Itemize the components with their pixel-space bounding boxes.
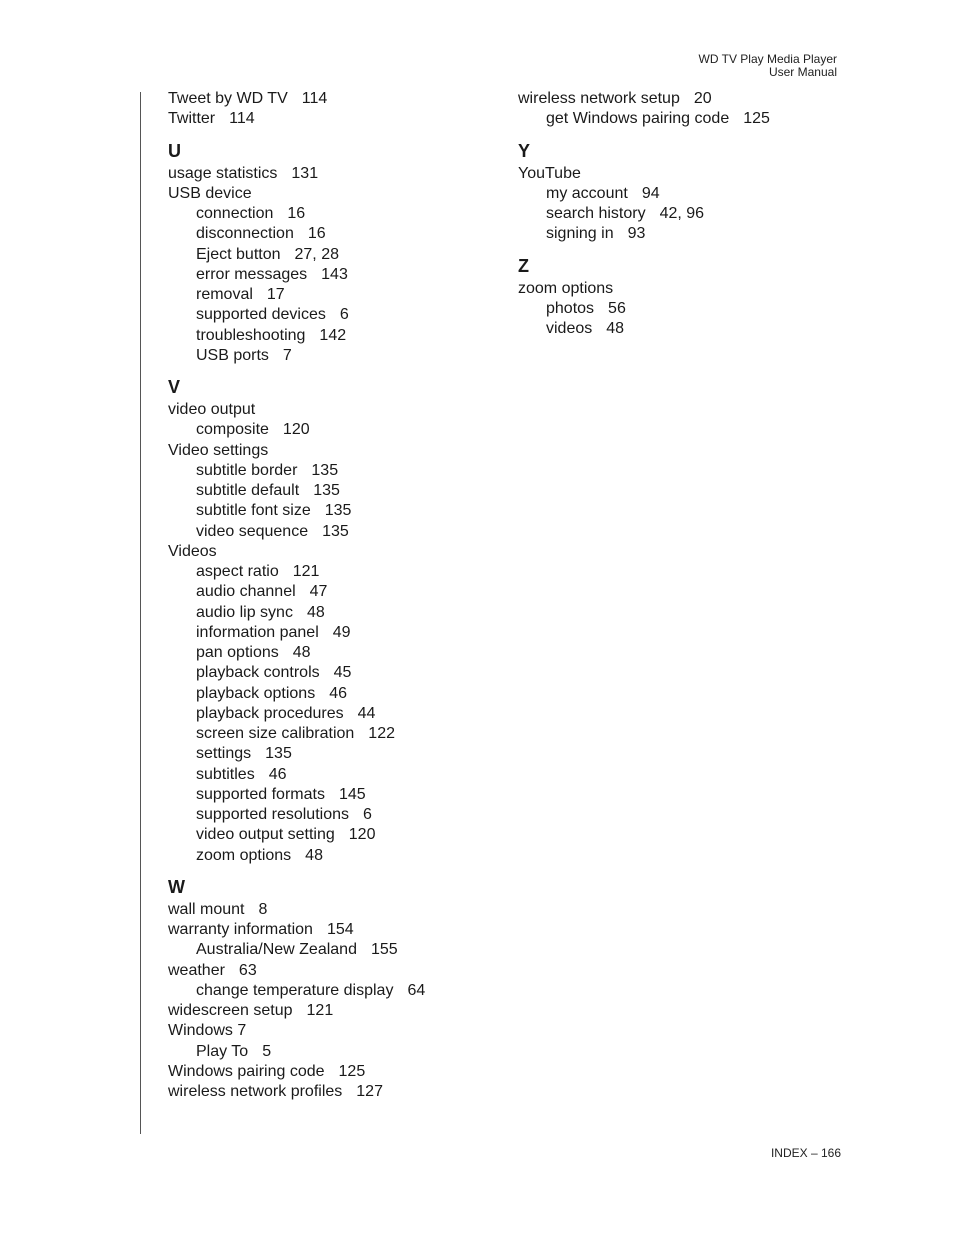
- index-subentry: [168, 663, 425, 683]
- index-subentry: [168, 623, 425, 643]
- index-page-ref: 154: [326, 921, 354, 938]
- index-page-ref: 64: [407, 981, 426, 999]
- index-term: supported formats: [196, 785, 325, 803]
- index-term: widescreen setup: [168, 1002, 293, 1019]
- index-section-letter: V: [168, 377, 181, 397]
- index-page-ref: 48: [306, 603, 325, 621]
- index-section-letter: Z: [518, 255, 529, 276]
- index-section-letter: Y: [518, 140, 531, 161]
- index-entry: [168, 920, 425, 940]
- index-entry: [168, 542, 425, 562]
- index-entry: [168, 184, 425, 204]
- index-subentry: [168, 522, 425, 542]
- index-term: playback procedures: [196, 704, 344, 722]
- index-page-ref: 47: [309, 583, 328, 601]
- index-term: warranty information: [168, 921, 313, 938]
- index-subentry: [168, 582, 425, 602]
- index-page-ref: 93: [627, 225, 646, 243]
- index-page-ref: 121: [306, 1002, 334, 1019]
- index-term: Twitter: [168, 110, 216, 128]
- index-page-ref: 56: [608, 299, 626, 317]
- index-term: videos: [546, 320, 593, 337]
- index-term: YouTube: [518, 164, 581, 182]
- index-page-ref: 63: [238, 961, 257, 979]
- index-page-ref: 143: [321, 265, 348, 283]
- index-entry: [168, 1001, 425, 1021]
- index-term: audio lip sync: [196, 603, 293, 621]
- index-term: video sequence: [196, 522, 309, 540]
- index-entry: [168, 400, 425, 420]
- index-page-ref: 125: [338, 1062, 366, 1080]
- index-term: composite: [196, 421, 269, 439]
- index-term: Eject button: [196, 245, 281, 263]
- index-page-ref: 45: [333, 664, 352, 682]
- index-term: disconnection: [196, 225, 294, 243]
- index-subentry: [168, 981, 425, 1001]
- page-header: [699, 53, 838, 79]
- index-page-ref: 48: [305, 846, 323, 864]
- index-term: screen size calibration: [196, 725, 355, 742]
- index-term: zoom options: [518, 279, 614, 297]
- index-term: playback options: [196, 684, 316, 702]
- index-section-letter: U: [168, 140, 181, 161]
- index-term: connection: [196, 205, 274, 222]
- index-page-ref: 46: [268, 765, 287, 783]
- index-subentry: [168, 562, 425, 582]
- index-page-ref: 46: [329, 684, 347, 702]
- index-term: Windows 7: [168, 1022, 247, 1040]
- index-subentry: [168, 326, 425, 346]
- index-page-ref: 8: [258, 900, 268, 918]
- index-page-ref: 135: [313, 482, 340, 499]
- index-subentry: [168, 704, 425, 724]
- index-page-ref: 94: [641, 184, 660, 202]
- index-term: wireless network setup: [518, 90, 680, 107]
- index-subentry: [168, 744, 425, 764]
- index-subentry: [168, 481, 425, 501]
- index-subentry: [168, 204, 425, 224]
- index-entry: [168, 1021, 425, 1041]
- index-page-ref: 125: [743, 110, 770, 128]
- index-page-ref: 145: [338, 785, 366, 803]
- index-subentry: [168, 265, 425, 285]
- index-page-ref: 114: [229, 110, 255, 128]
- index-term: supported devices: [196, 306, 326, 324]
- index-page-ref: 142: [319, 326, 347, 344]
- index-term: change temperature display: [196, 981, 394, 999]
- index-subentry: [168, 1042, 425, 1062]
- index-entry: [168, 1062, 425, 1082]
- index-page-ref: 131: [291, 164, 319, 182]
- index-subentry: [168, 501, 425, 521]
- index-term: playback controls: [196, 664, 320, 682]
- index-page-ref: 44: [357, 704, 376, 722]
- index-subentry: [168, 245, 425, 265]
- index-page-ref: 16: [287, 205, 306, 222]
- index-term: supported resolutions: [196, 806, 349, 823]
- index-subentry: [168, 305, 425, 325]
- index-entry: [518, 89, 770, 109]
- index-page-ref: 135: [324, 502, 352, 520]
- index-page-ref: 114: [301, 90, 328, 107]
- index-page-ref: 120: [282, 421, 310, 439]
- header-doc-type: User Manual: [768, 65, 837, 79]
- index-subentry: [518, 204, 770, 224]
- index-term: subtitle font size: [196, 502, 311, 520]
- index-page-ref: 16: [307, 225, 326, 243]
- index-term: USB ports: [196, 346, 269, 364]
- index-subentry: [168, 461, 425, 481]
- index-page-ref: 7: [282, 346, 292, 364]
- index-term: signing in: [546, 225, 614, 243]
- index-term: wall mount: [168, 900, 245, 918]
- index-term: Windows pairing code: [168, 1062, 325, 1080]
- index-term: Play To: [196, 1042, 249, 1060]
- index-subentry: [518, 184, 770, 204]
- index-term: subtitle default: [196, 482, 300, 499]
- index-section-letter: W: [168, 876, 185, 897]
- index-column-right: [518, 89, 770, 339]
- index-term: zoom options: [196, 846, 292, 864]
- index-subentry: [168, 603, 425, 623]
- index-subentry: [168, 825, 425, 845]
- index-term: subtitle border: [196, 461, 298, 479]
- index-term: photos: [546, 299, 595, 317]
- index-page-ref: 27, 28: [294, 245, 339, 263]
- index-subentry: [168, 724, 425, 744]
- index-page-ref: 135: [322, 522, 349, 540]
- index-page-ref: 121: [292, 563, 320, 580]
- index-subentry: [168, 224, 425, 244]
- column-divider-line: [140, 92, 141, 1134]
- index-term: Video settings: [168, 441, 269, 459]
- index-page-ref: 127: [356, 1083, 383, 1100]
- index-entry: [168, 164, 425, 184]
- index-column-left: [168, 89, 425, 1102]
- index-term: error messages: [196, 265, 308, 283]
- index-entry: [168, 441, 425, 461]
- index-entry: [518, 279, 770, 299]
- index-page-ref: 135: [311, 461, 339, 479]
- index-term: usage statistics: [168, 164, 278, 182]
- index-subentry: [168, 684, 425, 704]
- index-term: wireless network profiles: [168, 1083, 343, 1100]
- index-term: aspect ratio: [196, 563, 279, 580]
- index-term: troubleshooting: [196, 326, 306, 344]
- index-term: USB device: [168, 184, 252, 202]
- page-number: INDEX – 166: [770, 1146, 841, 1160]
- index-term: Australia/New Zealand: [196, 941, 357, 959]
- index-term: video output: [168, 401, 256, 418]
- index-term: removal: [196, 286, 253, 303]
- index-entry: [168, 900, 425, 920]
- index-term: search history: [546, 205, 646, 222]
- index-term: audio channel: [196, 583, 296, 601]
- index-subentry: [518, 319, 770, 339]
- index-subentry: [518, 224, 770, 244]
- index-subentry: [168, 846, 425, 866]
- index-term: information panel: [196, 623, 319, 641]
- index-entry: [168, 109, 425, 129]
- index-term: get Windows pairing code: [546, 110, 730, 128]
- index-subentry: [168, 346, 425, 366]
- index-term: settings: [196, 745, 252, 763]
- index-page-ref: 120: [348, 826, 376, 844]
- index-subentry: [168, 940, 425, 960]
- index-page-ref: 6: [362, 806, 372, 823]
- index-term: subtitles: [196, 765, 255, 783]
- index-term: my account: [546, 184, 628, 202]
- index-page-ref: 20: [693, 90, 712, 107]
- index-subentry: [168, 785, 425, 805]
- index-subentry: [168, 765, 425, 785]
- index-entry: [518, 164, 770, 184]
- index-term: pan options: [196, 644, 279, 661]
- index-page-ref: 17: [266, 286, 285, 303]
- index-entry: [168, 1082, 425, 1102]
- index-subentry: [168, 643, 425, 663]
- index-page-ref: 135: [265, 745, 292, 763]
- index-page-ref: 6: [339, 306, 349, 324]
- index-term: Videos: [168, 542, 217, 560]
- index-term: Tweet by WD TV: [168, 90, 288, 107]
- header-product-title: WD TV Play Media Player: [698, 52, 837, 66]
- index-subentry: [518, 109, 770, 129]
- index-entry: [168, 89, 425, 109]
- index-subentry: [168, 420, 425, 440]
- index-term: weather: [168, 961, 225, 979]
- index-page-ref: 49: [332, 623, 351, 641]
- index-subentry: [518, 299, 770, 319]
- index-subentry: [168, 805, 425, 825]
- index-page-ref: 42, 96: [659, 205, 705, 222]
- index-entry: [168, 961, 425, 981]
- index-page-ref: 48: [606, 320, 625, 337]
- index-page-ref: 155: [370, 941, 398, 959]
- index-page-ref: 122: [368, 725, 395, 742]
- index-page-ref: 48: [292, 644, 311, 661]
- index-page-ref: 5: [262, 1042, 272, 1060]
- index-subentry: [168, 285, 425, 305]
- index-term: video output setting: [196, 826, 335, 844]
